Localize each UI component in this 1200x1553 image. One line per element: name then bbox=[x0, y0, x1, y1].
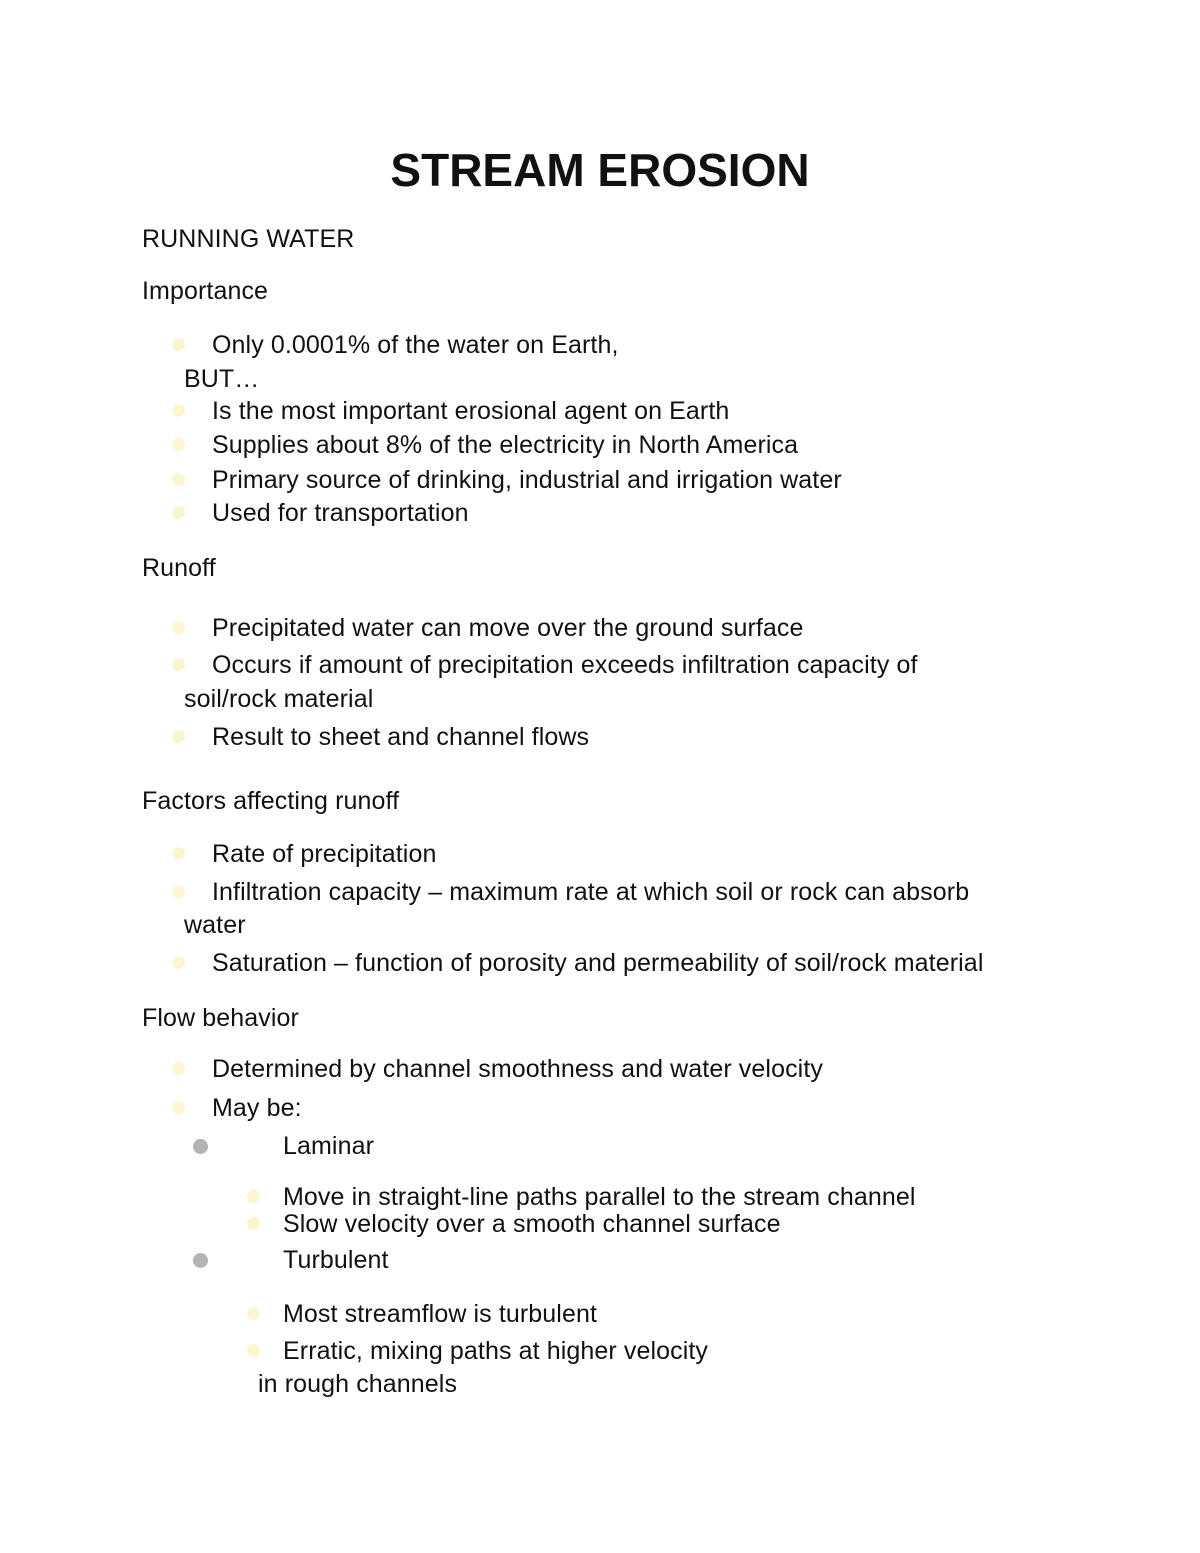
list-item: Result to sheet and channel flows bbox=[212, 723, 590, 751]
list-item-continuation: in rough channels bbox=[258, 1370, 458, 1398]
list-item: Is the most important erosional agent on Earth bbox=[212, 397, 730, 425]
bullet-icon bbox=[172, 1101, 185, 1114]
bullet-icon bbox=[247, 1217, 260, 1230]
list-item-continuation: water bbox=[184, 911, 246, 939]
bullet-icon bbox=[172, 956, 185, 969]
list-item: Primary source of drinking, industrial and irrigation water bbox=[212, 466, 842, 494]
bullet-icon bbox=[172, 506, 185, 519]
bullet-icon bbox=[247, 1344, 260, 1357]
list-item: Slow velocity over a smooth channel surface bbox=[283, 1210, 781, 1238]
bullet-icon bbox=[172, 730, 185, 743]
list-item: Erratic, mixing paths at higher velocity bbox=[283, 1337, 709, 1365]
bullet-icon bbox=[247, 1190, 260, 1203]
list-item: Move in straight-line paths parallel to the stream channel bbox=[283, 1183, 916, 1211]
bullet-icon bbox=[172, 438, 185, 451]
bullet-icon bbox=[172, 1062, 185, 1075]
bullet-icon bbox=[172, 404, 185, 417]
bullet-icon bbox=[247, 1307, 260, 1320]
sub-bullet-icon bbox=[193, 1139, 208, 1154]
list-item-continuation: BUT… bbox=[184, 365, 260, 393]
list-item: Occurs if amount of precipitation exceeds infiltration capacity of bbox=[212, 651, 918, 679]
list-item: Precipitated water can move over the ground surface bbox=[212, 614, 804, 642]
list-item: Determined by channel smoothness and water velocity bbox=[212, 1055, 823, 1083]
flow-heading: Flow behavior bbox=[142, 1004, 299, 1032]
list-item: Used for transportation bbox=[212, 499, 469, 527]
list-item: Supplies about 8% of the electricity in North America bbox=[212, 431, 799, 459]
bullet-icon bbox=[172, 885, 185, 898]
list-item: Rate of precipitation bbox=[212, 840, 437, 868]
laminar-label: Laminar bbox=[283, 1132, 375, 1160]
runoff-heading: Runoff bbox=[142, 554, 216, 582]
list-item: Infiltration capacity – maximum rate at which soil or rock can absorb bbox=[212, 878, 970, 906]
list-item: Only 0.0001% of the water on Earth, bbox=[212, 331, 619, 359]
list-item: May be: bbox=[212, 1094, 302, 1122]
bullet-icon bbox=[172, 621, 185, 634]
list-item: Most streamflow is turbulent bbox=[283, 1300, 598, 1328]
document-title: STREAM EROSION bbox=[390, 144, 810, 196]
bullet-icon bbox=[172, 338, 185, 351]
bullet-icon bbox=[172, 473, 185, 486]
bullet-icon bbox=[172, 847, 185, 860]
turbulent-label: Turbulent bbox=[283, 1246, 389, 1274]
importance-heading: Importance bbox=[142, 277, 269, 305]
list-item: Saturation – function of porosity and permeability of soil/rock material bbox=[212, 949, 984, 977]
bullet-icon bbox=[172, 658, 185, 671]
section-heading: RUNNING WATER bbox=[142, 225, 355, 253]
factors-heading: Factors affecting runoff bbox=[142, 787, 400, 815]
list-item-continuation: soil/rock material bbox=[184, 685, 374, 713]
sub-bullet-icon bbox=[193, 1253, 208, 1268]
